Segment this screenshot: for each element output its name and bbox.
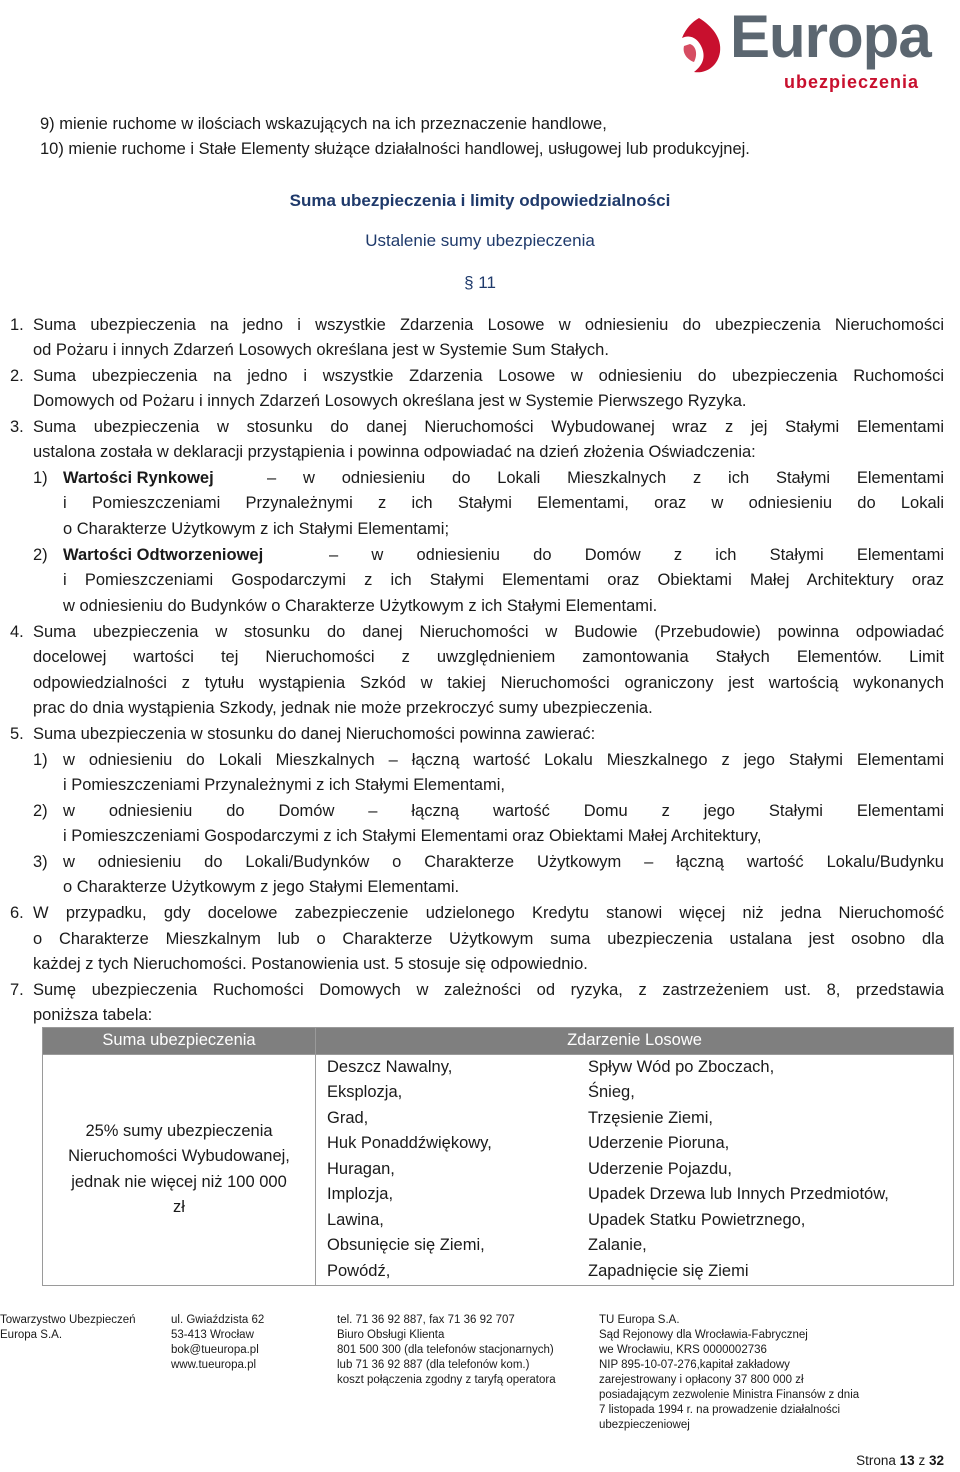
page-current: 13 <box>899 1453 915 1468</box>
p4-line: odpowiedzialności z tytułu wystąpienia Szkód w takiej Nieruchomości ograniczony jest wartością wykonanych <box>33 674 944 692</box>
limits-table <box>42 1027 954 1286</box>
p5-item3-number: 3) <box>33 853 48 871</box>
p6-line: W przypadku, gdy docelowe zabezpieczenie udzielonego Kredytu stanowi więcej niż jedna Nieruchomość <box>33 904 944 922</box>
p3-number: 3. <box>10 418 24 436</box>
footer-legal-line: TU Europa S.A. <box>599 1314 680 1326</box>
page-number <box>856 1453 944 1468</box>
paragraph-number: § 11 <box>464 273 496 292</box>
p5-item3-line: o Charakterze Użytkowym z jego Stałymi Elementami. <box>63 878 460 896</box>
p3-item2-line: w odniesieniu do Budynków o Charakterze Użytkowym z ich Stałymi Elementami. <box>63 597 658 615</box>
p5-item2-line: w odniesieniu do Domów – łączną wartość Domu z jego Stałymi Elementami <box>63 802 944 820</box>
company-logo <box>672 3 932 98</box>
footer-legal-line: posiadającym zezwolenie Ministra Finansów z dnia <box>599 1389 860 1401</box>
intro-item-10: 10) mienie ruchome i Stałe Elementy służące działalności handlowej, usługowej lub produkcyjnej. <box>40 140 750 158</box>
footer-address <box>171 1313 264 1373</box>
event-item: Huragan, <box>327 1159 395 1178</box>
event-item: Eksplozja, <box>327 1083 403 1101</box>
footer-contact-line: Biuro Obsługi Klienta <box>337 1329 445 1341</box>
p3-item2-number: 2) <box>33 546 48 564</box>
footer-contact-line: tel. 71 36 92 887, fax 71 36 92 707 <box>337 1314 515 1326</box>
events-left-column <box>316 1055 577 1285</box>
p4-line: prac do dnia wystąpienia Szkody, jednak nie może przekroczyć sumy ubezpieczenia. <box>33 699 653 717</box>
p1-line: Suma ubezpieczenia na jedno i wszystkie Zdarzenia Losowe w odniesieniu do ubezpieczenia Nieruchomości <box>33 316 944 334</box>
header-sum: Suma ubezpieczenia <box>43 1028 316 1055</box>
event-item: Obsunięcie się Ziemi, <box>327 1236 485 1254</box>
table-header-row <box>43 1028 954 1055</box>
events-right-column <box>577 1055 889 1285</box>
footer-legal-line: Sąd Rejonowy dla Wrocławia-Fabrycznej <box>599 1329 808 1341</box>
event-item: Upadek Statku Powietrznego, <box>588 1210 806 1229</box>
p6-line: o Charakterze Mieszkalnym lub o Charakterze Użytkowym suma ubezpieczenia ustalana jest osobno dla <box>33 930 944 948</box>
p3-line: Suma ubezpieczenia w stosunku do danej Nieruchomości Wybudowanej wraz z jej Stałymi Elementami <box>33 418 944 436</box>
p6-number: 6. <box>10 904 24 922</box>
p5-number: 5. <box>10 725 24 743</box>
event-item: Implozja, <box>327 1185 394 1203</box>
page-total: 32 <box>928 1453 944 1468</box>
intro-item-9: 9) mienie ruchome w ilościach wskazujących na ich przeznaczenie handlowe, <box>40 115 607 133</box>
event-item: Uderzenie Pojazdu, <box>588 1159 733 1178</box>
footer-legal-line: 7 listopada 1994 r. na prowadzenie działalności <box>599 1404 841 1416</box>
sum-line: Nieruchomości Wybudowanej, <box>68 1147 290 1165</box>
sum-cell <box>43 1054 316 1285</box>
p4-line: Suma ubezpieczenia w stosunku do danej Nieruchomości w Budowie (Przebudowie) powinna odpowiadać <box>33 623 944 641</box>
event-item: Grad, <box>327 1108 369 1127</box>
event-item: Powódź, <box>327 1261 391 1280</box>
p3-item2-line: – w odniesieniu do Domów z ich Stałymi Elementami <box>329 546 944 564</box>
event-item: Deszcz Nawalny, <box>327 1057 453 1076</box>
p5-line: Suma ubezpieczenia w stosunku do danej Nieruchomości powinna zawierać: <box>33 725 596 743</box>
p2-number: 2. <box>10 367 24 385</box>
event-item: Lawina, <box>327 1210 384 1229</box>
footer-company <box>0 1313 136 1343</box>
events-cell <box>316 1054 954 1285</box>
p3-item2-term: Wartości Odtworzeniowej <box>63 546 264 564</box>
p1-number: 1. <box>10 316 24 334</box>
event-item: Upadek Drzewa lub Innych Przedmiotów, <box>588 1185 889 1203</box>
table-row <box>43 1054 954 1285</box>
section-subheading: Ustalenie sumy ubezpieczenia <box>365 231 595 250</box>
footer-legal-line: we Wrocławiu, KRS 0000002736 <box>599 1344 767 1356</box>
logo-subtitle: ubezpieczenia <box>784 72 920 92</box>
p3-line: ustalona została w deklaracji przystąpienia i powinna odpowiadać na dzień złożenia Oświadczenia: <box>33 443 756 461</box>
p2-line: Domowych od Pożaru i innych Zdarzeń Losowych określana jest w Systemie Pierwszego Ryzyka. <box>33 392 747 410</box>
p4-number: 4. <box>10 623 24 641</box>
p7-line: Sumę ubezpieczenia Ruchomości Domowych w zależności od ryzyka, z zastrzeżeniem ust. 8, przedstawia <box>33 981 944 999</box>
footer-website-link[interactable]: www.tueuropa.pl <box>171 1359 257 1371</box>
logo-wordmark: Europa <box>730 3 931 70</box>
event-item: Śnieg, <box>588 1083 635 1101</box>
footer-contact-line: koszt połączenia zgodny z taryfą operatora <box>337 1374 556 1386</box>
p7-number: 7. <box>10 981 24 999</box>
header-event: Zdarzenie Losowe <box>316 1028 954 1055</box>
footer-legal-line: NIP 895-10-07-276,kapitał zakładowy <box>599 1359 790 1371</box>
footer-address-line: ul. Gwiaździsta 62 <box>171 1314 265 1326</box>
p3-item1-term: Wartości Rynkowej <box>63 469 214 487</box>
footer-email-link[interactable]: bok@tueuropa.pl <box>171 1344 259 1356</box>
p3-item1-line: i Pomieszczeniami Przynależnymi z ich Stałymi Elementami, oraz w odniesieniu do Lokali <box>63 494 944 512</box>
p1-line: od Pożaru i innych Zdarzeń Losowych określana jest w Systemie Sum Stałych. <box>33 341 609 359</box>
event-item: Zapadnięcie się Ziemi <box>588 1261 749 1280</box>
p5-item2-number: 2) <box>33 802 48 820</box>
event-item: Zalanie, <box>588 1236 647 1254</box>
sum-line: 25% sumy ubezpieczenia <box>85 1121 273 1140</box>
p7-line: poniższa tabela: <box>33 1006 153 1024</box>
p3-item1-line: o Charakterze Użytkowym z ich Stałymi Elementami; <box>63 520 450 538</box>
footer-legal <box>599 1313 859 1433</box>
page-prefix: Strona <box>856 1453 896 1468</box>
p4-line: docelowej wartości tej Nieruchomości z uwzględnieniem zamontowania Stałych Elementów. Limit <box>33 648 944 666</box>
footer-legal-line: ubezpieczeniowej <box>599 1419 690 1431</box>
p5-item2-line: i Pomieszczeniami Gospodarczymi z ich Stałymi Elementami oraz Obiektami Małej Architektury, <box>63 827 762 845</box>
footer-contact-line: 801 500 300 (dla telefonów stacjonarnych) <box>337 1344 554 1356</box>
footer-contact <box>337 1313 556 1388</box>
event-item: Spływ Wód po Zboczach, <box>588 1057 775 1076</box>
p3-item2-line: i Pomieszczeniami Gospodarczymi z ich Stałymi Elementami oraz Obiektami Małej Architektury oraz <box>63 571 944 589</box>
sum-line: jednak nie więcej niż 100 000 <box>71 1172 287 1191</box>
p2-line: Suma ubezpieczenia na jedno i wszystkie Zdarzenia Losowe w odniesieniu do ubezpieczenia Ruchomości <box>33 367 944 385</box>
event-item: Trzęsienie Ziemi, <box>588 1108 713 1127</box>
section-heading: Suma ubezpieczenia i limity odpowiedzialności <box>289 191 671 210</box>
p5-item1-line: w odniesieniu do Lokali Mieszkalnych – łączną wartość Lokalu Mieszkalnego z jego Stałymi Elementami <box>63 751 944 769</box>
p3-item1-line: – w odniesieniu do Lokali Mieszkalnych z ich Stałymi Elementami <box>267 469 944 487</box>
logo-mark-icon <box>672 16 726 76</box>
footer-address-line: 53-413 Wrocław <box>171 1329 254 1341</box>
p5-item1-number: 1) <box>33 751 48 769</box>
footer-company-line: Europa S.A. <box>0 1329 63 1341</box>
page-sep: z <box>918 1453 926 1468</box>
p6-line: każdej z tych Nieruchomości. Postanowienia ust. 5 stosuje się odpowiednio. <box>33 955 588 973</box>
footer-contact-line: lub 71 36 92 887 (dla telefonów kom.) <box>337 1359 530 1371</box>
footer-legal-line: zarejestrowany i opłacony 37 800 000 zł <box>599 1374 804 1386</box>
sum-line: zł <box>173 1198 185 1216</box>
event-item: Huk Ponaddźwiękowy, <box>327 1134 492 1152</box>
p5-item1-line: i Pomieszczeniami Przynależnymi z ich Stałymi Elementami, <box>63 776 505 794</box>
p5-item3-line: w odniesieniu do Lokali/Budynków o Charakterze Użytkowym – łączną wartość Lokalu/Budynku <box>63 853 944 871</box>
event-item: Uderzenie Pioruna, <box>588 1134 730 1152</box>
p3-item1-number: 1) <box>33 469 48 487</box>
footer-company-line: Towarzystwo Ubezpieczeń <box>0 1314 136 1326</box>
